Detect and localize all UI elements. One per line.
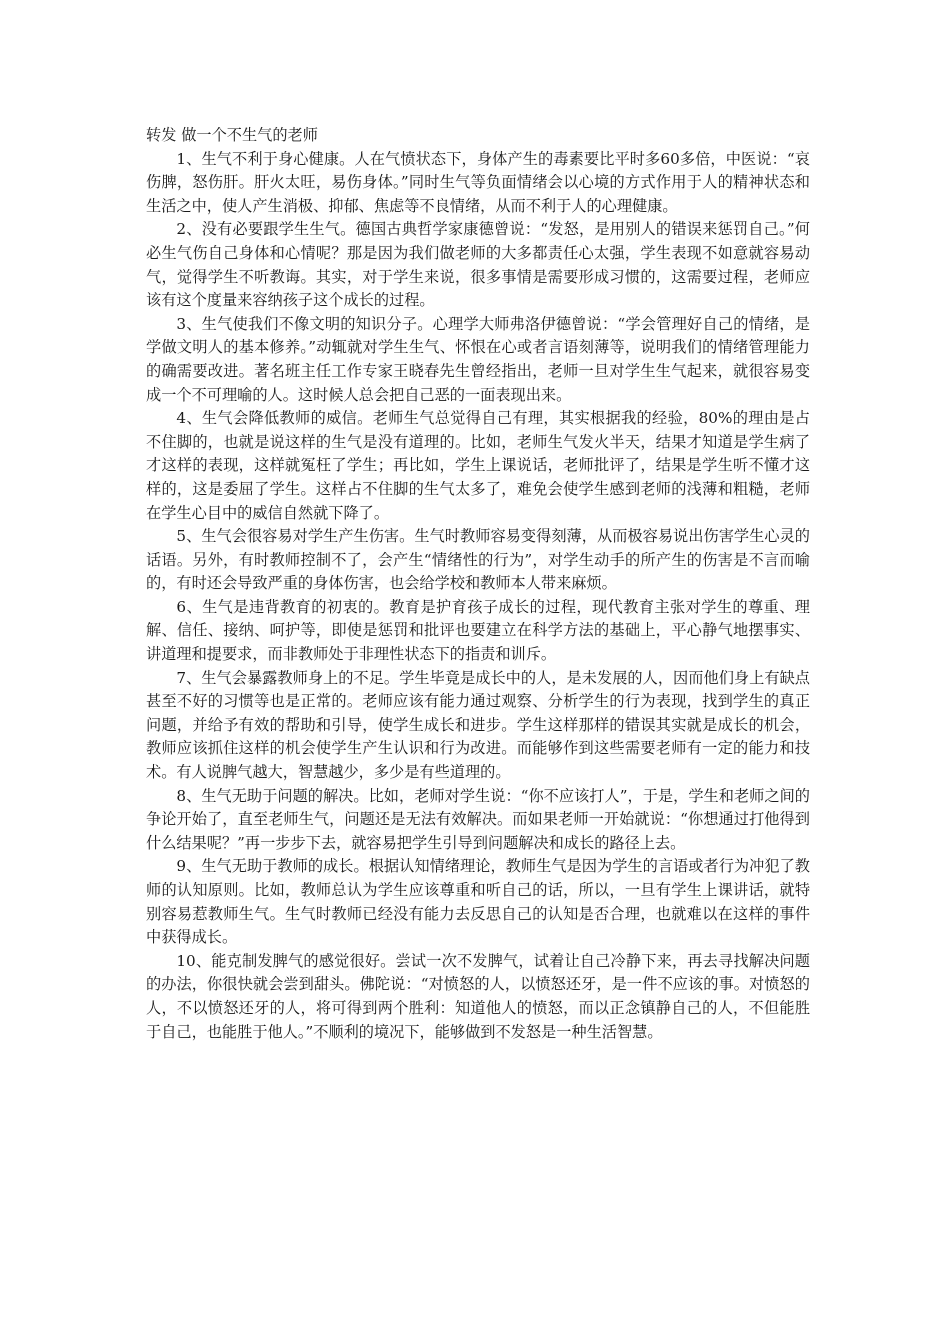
paragraph-6: 6、生气是违背教育的初衷的。教育是护育孩子成长的过程，现代教育主张对学生的尊重、理解、信任、接纳、呵护等，即使是惩罚和批评也要建立在科学方法的基础上，平心静气地摆事实、讲道理和提要求，而非教师处于非理性状态下的指责和训斥。 (146, 597, 810, 664)
paragraph-4: 4、生气会降低教师的威信。老师生气总觉得自己有理，其实根据我的经验，80%的理由是占不住脚的，也就是说这样的生气是没有道理的。比如，老师生气发火半天，结果才知道是学生病了才这样的表现，这样就冤枉了学生；再比如，学生上课说话，老师批评了，结果是学生听不懂才这样的，这是委屈了学生。这样占不住脚的生气太多了，难免会使学生感到老师的浅薄和粗糙，老师在学生心目中的威信自然就下降了。 (146, 409, 810, 522)
paragraph-3: 3、生气使我们不像文明的知识分子。心理学大师弗洛伊德曾说：“学会管理好自己的情绪，是学做文明人的基本修养。”动辄就对学生生气、怀恨在心或者言语刻薄等，说明我们的情绪管理能力的确需要改进。著名班主任工作专家王晓春先生曾经指出，老师一旦对学生生气起来，就很容易变成一个不可理喻的人。这时候人总会把自己恶的一面表现出来。 (146, 314, 810, 404)
paragraph-7: 7、生气会暴露教师身上的不足。学生毕竟是成长中的人，是未发展的人，因而他们身上有缺点甚至不好的习惯等也是正常的。老师应该有能力通过观察、分析学生的行为表现，找到学生的真正问题，并给予有效的帮助和引导，使学生成长和进步。学生这样那样的错误其实就是成长的机会，教师应该抓住这样的机会使学生产生认识和行为改进。而能够作到这些需要老师有一定的能力和技术。有人说脾气越大，智慧越少，多少是有些道理的。 (146, 668, 810, 782)
paragraph-1: 1、生气不利于身心健康。人在气愤状态下，身体产生的毒素要比平时多60多倍，中医说：“哀伤脾，怒伤肝。肝火太旺，易伤身体。”同时生气等负面情绪会以心境的方式作用于人的精神状态和生活之中，使人产生消极、抑郁、焦虑等不良情绪，从而不利于人的心理健康。 (146, 149, 810, 215)
paragraph-10: 10、能克制发脾气的感觉很好。尝试一次不发脾气，试着让自己冷静下来，再去寻找解决问题的办法，你很快就会尝到甜头。佛陀说：“对愤怒的人，以愤怒还牙，是一件不应该的事。对愤怒的人，不以愤怒还牙的人，将可得到两个胜利：知道他人的愤怒，而以正念镇静自己的人，不但能胜于自己，也能胜于他人。”不顺利的境况下，能够做到不发怒是一种生活智慧。 (146, 951, 810, 1041)
document-title: 转发 做一个不生气的老师 (146, 126, 318, 144)
paragraph-5: 5、生气会很容易对学生产生伤害。生气时教师容易变得刻薄，从而极容易说出伤害学生心灵的话语。另外，有时教师控制不了，会产生“情绪性的行为”，对学生动手的所产生的伤害是不言而喻的，有时还会导致严重的身体伤害，也会给学校和教师本人带来麻烦。 (146, 527, 810, 593)
paragraph-8: 8、生气无助于问题的解决。比如，老师对学生说：“你不应该打人”，于是，学生和老师之间的争论开始了，直至老师生气，问题还是无法有效解决。而如果老师一开始就说：“你想通过打他得到什么结果呢？”再一步步下去，就容易把学生引导到问题解决和成长的路径上去。 (146, 786, 810, 852)
document-body (146, 124, 810, 1044)
paragraph-9: 9、生气无助于教师的成长。根据认知情绪理论，教师生气是因为学生的言语或者行为冲犯了教师的认知原则。比如，教师总认为学生应该尊重和听自己的话，所以，一旦有学生上课讲话，就特别容易惹教师生气。生气时教师已经没有能力去反思自己的认知是否合理，也就难以在这样的事件中获得成长。 (146, 857, 810, 947)
paragraph-2: 2、没有必要跟学生生气。德国古典哲学家康德曾说：“发怒，是用别人的错误来惩罚自己。”何必生气伤自己身体和心情呢？那是因为我们做老师的大多都责任心太强，学生表现不如意就容易动气，觉得学生不听教诲。其实，对于学生来说，很多事情是需要形成习惯的，这需要过程，老师应该有这个度量来容纳孩子这个成长的过程。 (146, 220, 810, 310)
